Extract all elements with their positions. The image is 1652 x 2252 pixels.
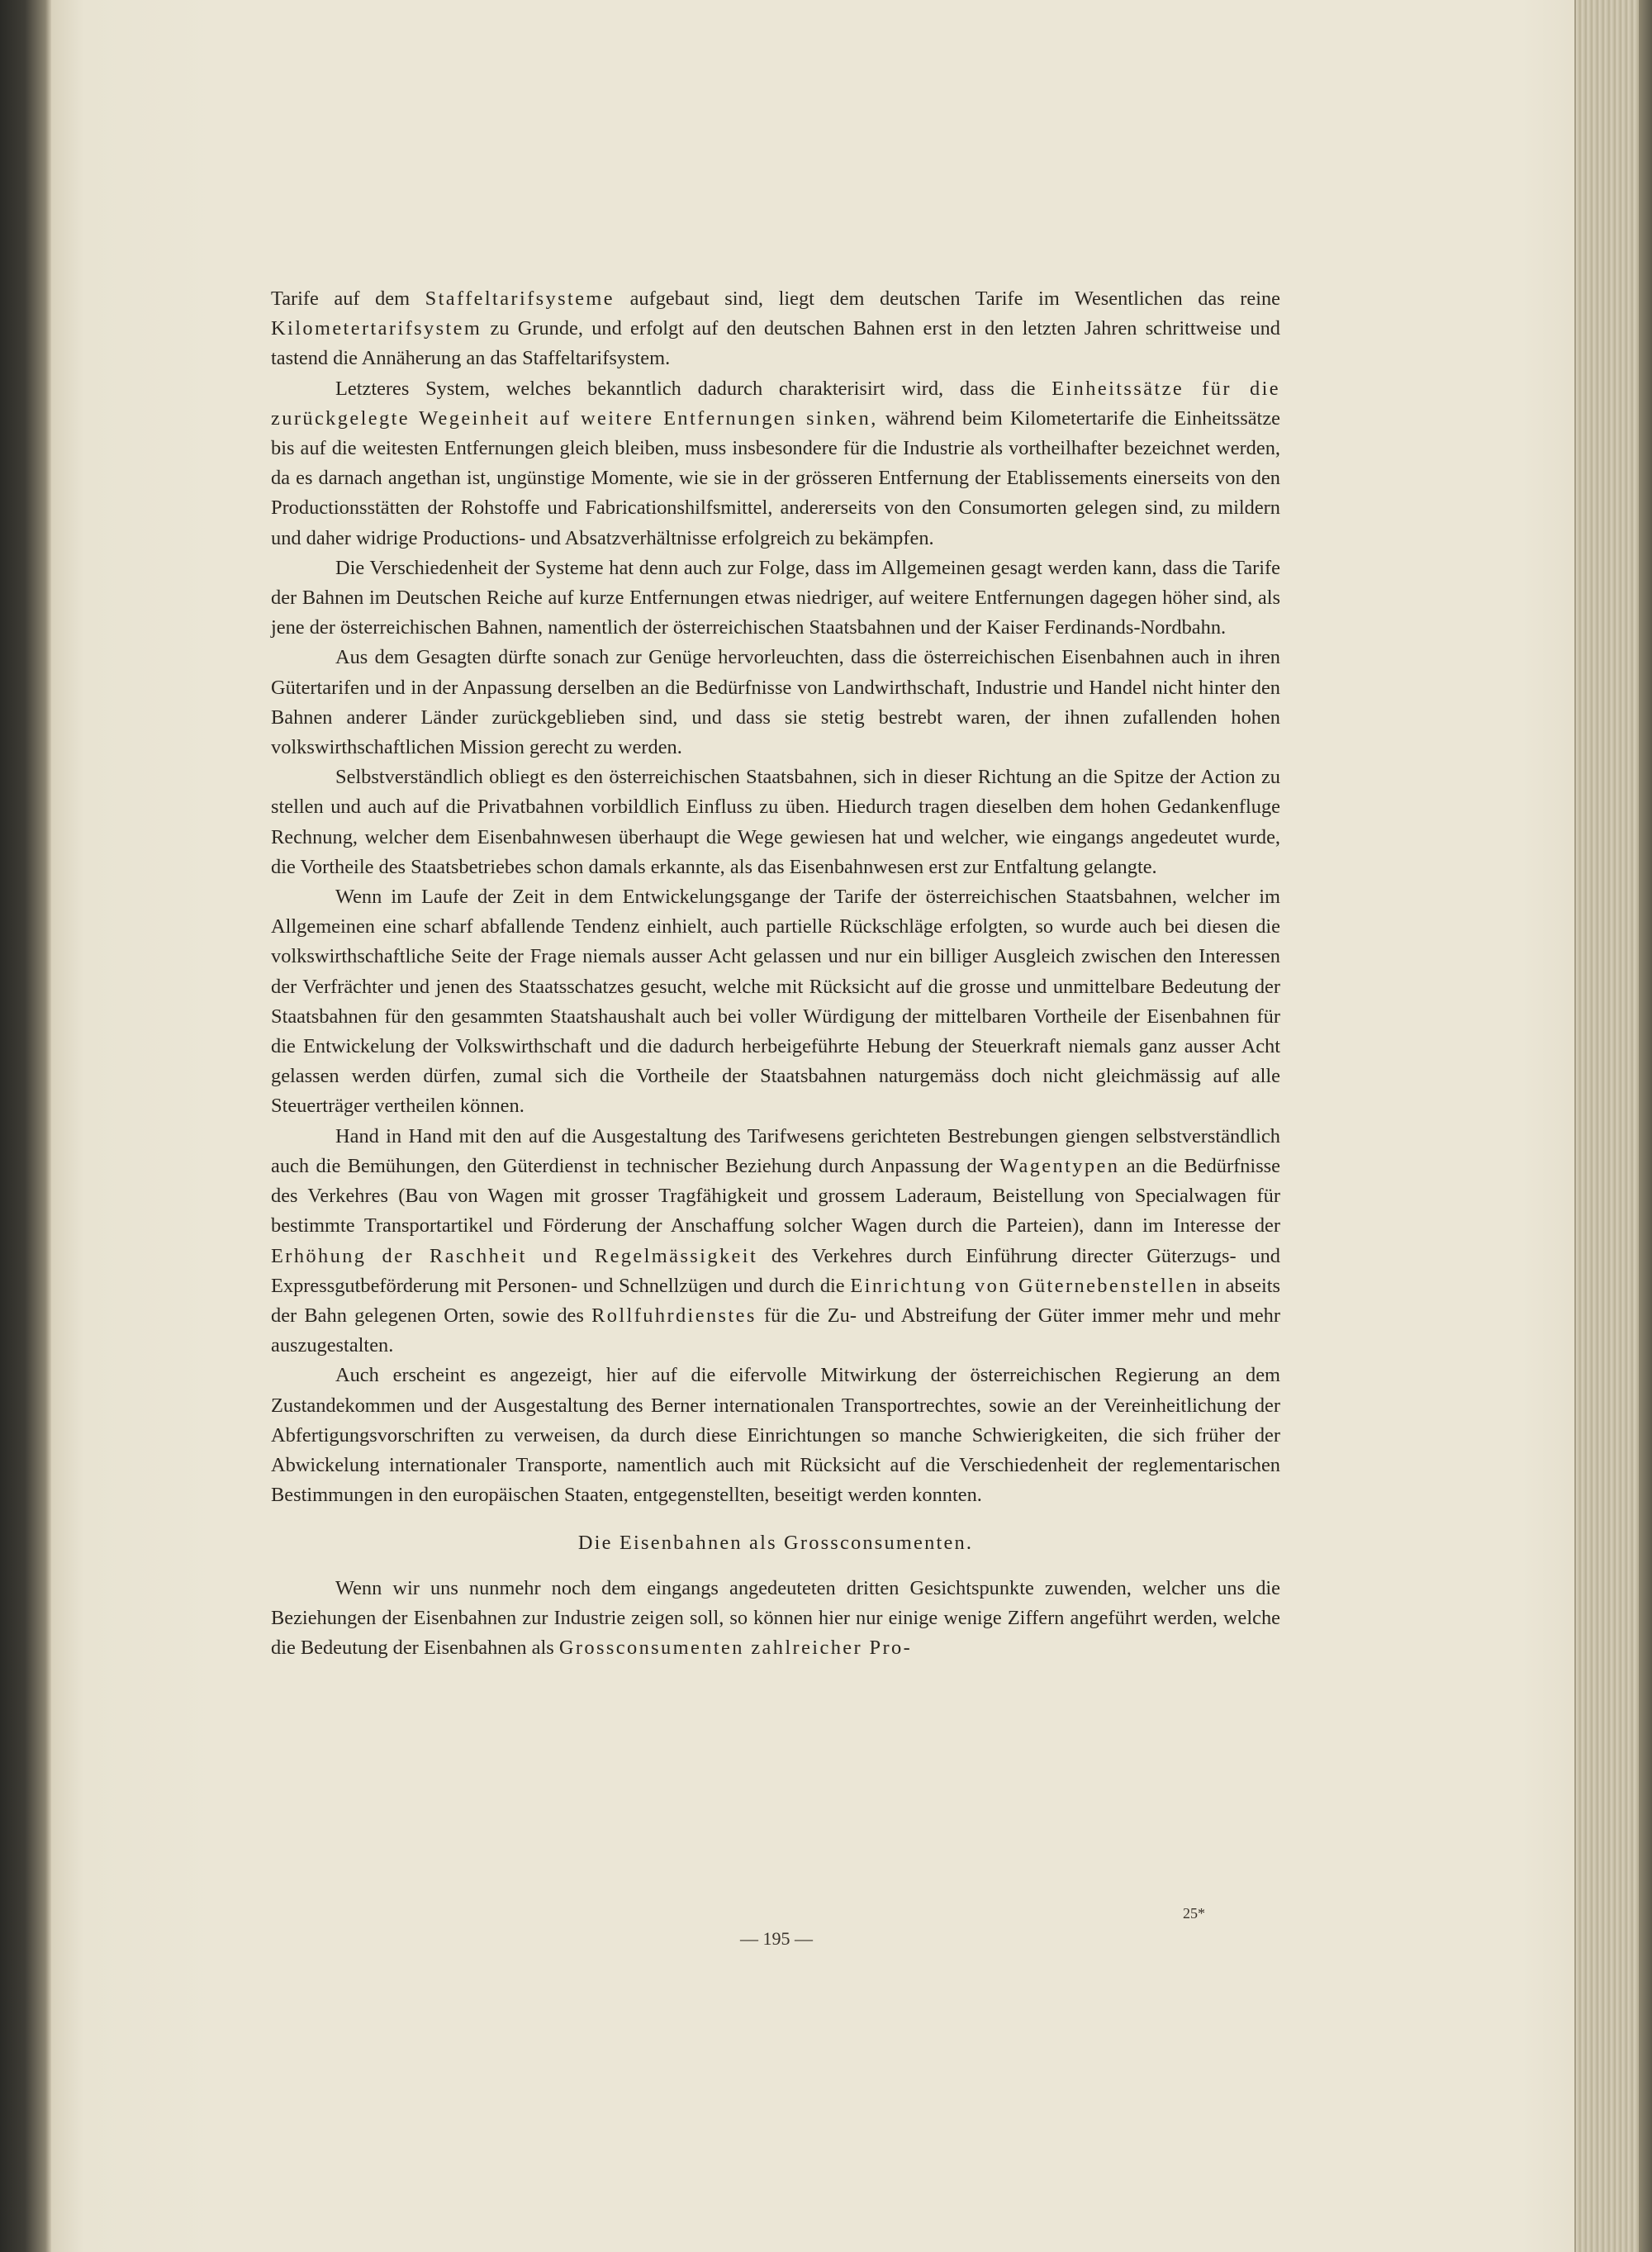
book-spine-shadow [0, 0, 51, 2252]
page-edges [1574, 0, 1652, 2252]
spaced-emphasis: Grossconsumenten zahlreicher Pro- [558, 1636, 913, 1659]
spaced-emphasis: Einrichtung von Güternebenstellen [850, 1274, 1199, 1297]
paragraph: Die Verschiedenheit der Systeme hat denn auch zur Folge, dass im Allgemeinen gesagt werden kann, dass die Tarife der Bahnen im Deutschen Reiche auf kurze Entfernungen etwas niedriger, auf weitere Entfernungen dagegen höher sind, als jene der österreichischen Bahnen, namentlich der österreichischen Staatsbahnen und der Kaiser Ferdinands-Nordbahn. [271, 556, 1280, 639]
spaced-emphasis: Erhöhung der Raschheit und Regelmässigkeit [271, 1244, 758, 1267]
spaced-emphasis: Einheitssätze für die zurückgelegte Wegeinheit auf weitere Entfernungen sinken, [271, 377, 1281, 430]
paragraph: Tarife auf dem Staffeltarifsysteme aufgebaut sind, liegt dem deutschen Tarife im Wesentlichen das reine Kilometertarifsystem zu Grunde, und erfolgt auf den deutschen Bahnen erst in den letzten Jahren schrittweise und tastend die Annäherung an das Staffeltarifsystem. [271, 287, 1281, 370]
paragraph: Wenn wir uns nunmehr noch dem eingangs angedeuteten dritten Gesichtspunkte zuwenden, welcher uns die Beziehungen der Eisenbahnen zur Industrie zeigen soll, so können hier nur einige wenige Ziffern angeführt werden, welche die Bedeutung der Eisenbahnen als Grossconsumenten zahlreicher Pro- [271, 1576, 1280, 1659]
paragraph: Hand in Hand mit den auf die Ausgestaltung des Tarifwesens gerichteten Bestrebungen giengen selbstverständlich auch die Bemühungen, den Güterdienst in technischer Beziehung durch Anpassung der Wagentypen an die Bedürfnisse des Verkehres (Bau von Wagen mit grosser Tragfähigkeit und grossem Laderaum, Beistellung von Specialwagen für bestimmte Transportartikel und Förderung der Anschaffung solcher Wagen durch die Parteien), dann im Interesse der Erhöhung der Raschheit und Regelmässigkeit des Verkehres durch Einführung directer Güterzugs- und Expressgutbeförderung mit Personen- und Schnellzügen und durch die Einrichtung von Güternebenstellen in abseits der Bahn gelegenen Orten, sowie des Rollfuhrdienstes für die Zu- und Abstreifung der Güter immer mehr und mehr auszugestalten. [271, 1124, 1281, 1357]
spaced-emphasis: Staffeltarifsysteme [425, 287, 615, 310]
paragraph: Wenn im Laufe der Zeit in dem Entwickelungsgange der Tarife der österreichischen Staatsbahnen, welcher im Allgemeinen eine scharf abfallende Tendenz einhielt, auch partielle Rückschläge erfolgten, so wurde auch bei diesen die volkswirthschaftliche Seite der Frage niemals ausser Acht gelassen und nur ein billiger Ausgleich zwischen den Interessen der Verfrächter und jenen des Staatsschatzes gesucht, welche mit Rücksicht auf die grosse und unmittelbare Bedeutung der Staatsbahnen für den gesammten Staatshaushalt auch bei voller Würdigung der mittelbaren Vortheile der Eisenbahnen für die Entwickelung der Volkswirthschaft und die dadurch herbeigeführte Hebung der Steuerkraft niemals ganz ausser Acht gelassen werden dürfen, zumal sich die Vortheile der Staatsbahnen naturgemäss doch nicht gleichmässig auf alle Steuerträger vertheilen können. [271, 886, 1280, 1118]
paragraph: Letzteres System, welches bekanntlich dadurch charakterisirt wird, dass die Einheitssätze für die zurückgelegte Wegeinheit auf weitere Entfernungen sinken, während beim Kilometertarife die Einheitssätze bis auf die weitesten Entfernungen gleich bleiben, muss insbesondere für die Industrie als vortheilhafter bezeichnet werden, da es darnach angethan ist, ungünstige Momente, wie sie in der grösseren Entfernung der Etablissements einerseits von den Productionsstätten der Rohstoffe und Fabricationshilfsmittel, andererseits von den Consumorten gelegen sind, zu mildern und daher widrige Productions- und Absatzverhältnisse erfolgreich zu bekämpfen. [271, 377, 1281, 549]
spaced-emphasis: Kilometertarifsystem [271, 317, 482, 340]
paragraph: Selbstverständlich obliegt es den österreichischen Staatsbahnen, sich in dieser Richtung an die Spitze der Action zu stellen und auch auf die Privatbahnen vorbildlich Einfluss zu üben. Hiedurch tragen dieselben dem hohen Gedankenfluge Rechnung, welcher dem Eisenbahnwesen überhaupt die Wege gewiesen hat und welcher, wie eingangs angedeutet wurde, die Vortheile des Staatsbetriebes schon damals erkannte, als das Eisenbahnwesen erst zur Entfaltung gelangte. [271, 766, 1280, 878]
section-heading: Die Eisenbahnen als Grossconsumenten. [577, 1532, 974, 1555]
spaced-emphasis: Rollfuhrdienstes [591, 1304, 757, 1327]
printer-signature: 25* [1183, 1905, 1205, 1922]
page-number: — 195 — [740, 1928, 813, 1949]
body-text [271, 284, 1280, 1663]
spaced-emphasis: Wagentypen [999, 1154, 1120, 1177]
paragraph: Auch erscheint es angezeigt, hier auf die eifervolle Mitwirkung der österreichischen Regierung an dem Zustandekommen und der Ausgestaltung des Berner internationalen Transportrechtes, sowie an der Vereinheitlichung der Abfertigungsvorschriften zu verweisen, da durch diese Einrichtungen so manche Schwierigkeiten, die sich früher der Abwickelung internationaler Transporte, namentlich auch mit Rücksicht auf die Verschiedenheit der reglementarischen Bestimmungen in den europäischen Staaten, entgegenstellten, beseitigt werden konnten. [271, 1364, 1280, 1507]
paragraph: Aus dem Gesagten dürfte sonach zur Genüge hervorleuchten, dass die österreichischen Eisenbahnen auch in ihren Gütertarifen und in der Anpassung derselben an die Bedürfnisse von Landwirthschaft, Industrie und Handel nicht hinter den Bahnen anderer Länder zurückgeblieben sind, und dass sie stetig bestrebt waren, der ihnen zufallenden hohen volkswirthschaftlichen Mission gerecht zu werden. [271, 646, 1280, 759]
